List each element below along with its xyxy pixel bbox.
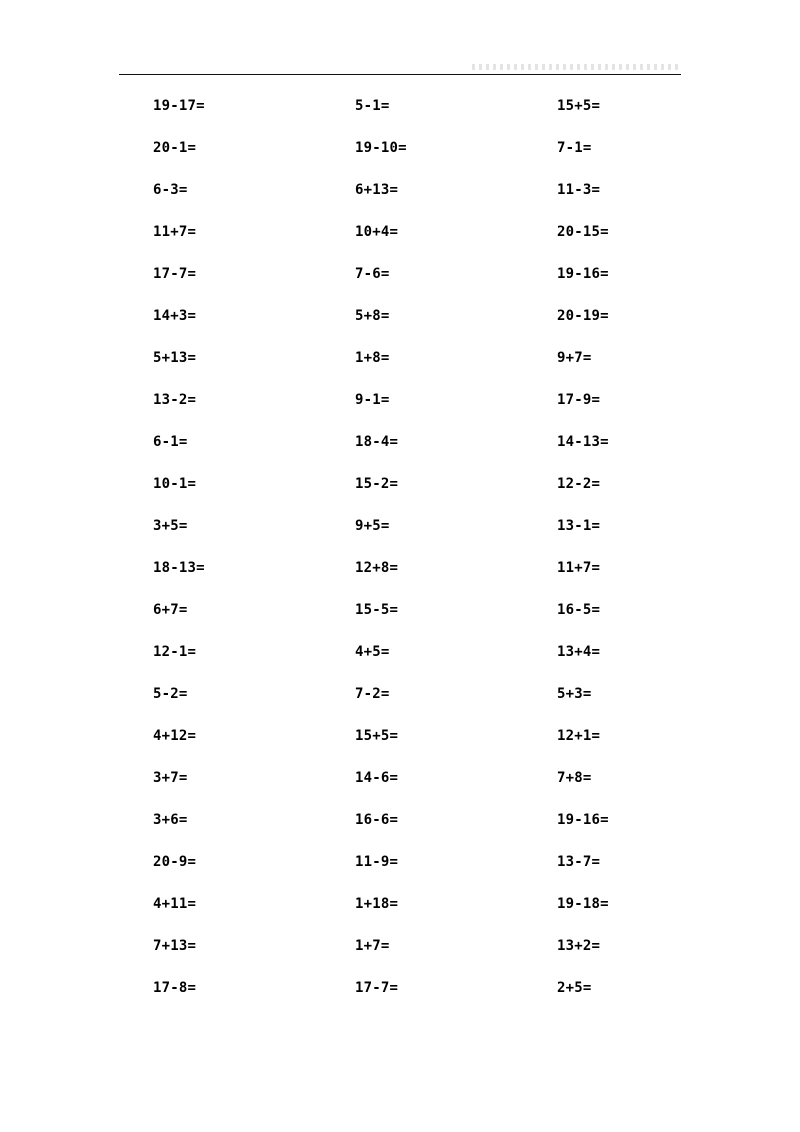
math-problem: 1+8=: [355, 350, 390, 366]
math-problem: 7-1=: [557, 140, 592, 156]
math-problem: 16-5=: [557, 602, 601, 618]
problem-row: [0, 306, 800, 330]
math-problem: 13-2=: [153, 392, 197, 408]
math-problem: 17-7=: [153, 266, 197, 282]
problem-row: [0, 264, 800, 288]
math-problem: 9-1=: [355, 392, 390, 408]
math-problem: 20-1=: [153, 140, 197, 156]
math-problem: 7-6=: [355, 266, 390, 282]
problem-row: [0, 600, 800, 624]
math-problem: 14+3=: [153, 308, 197, 324]
problem-row: [0, 390, 800, 414]
problem-row: [0, 810, 800, 834]
problem-row: [0, 768, 800, 792]
math-problem: 4+5=: [355, 644, 390, 660]
math-problem: 19-17=: [153, 98, 205, 114]
math-problem: 5-2=: [153, 686, 188, 702]
math-problem: 15-5=: [355, 602, 399, 618]
math-problem: 1+18=: [355, 896, 399, 912]
math-problem: 15+5=: [557, 98, 601, 114]
math-problem: 11-3=: [557, 182, 601, 198]
math-problem: 7-2=: [355, 686, 390, 702]
problem-row: [0, 684, 800, 708]
math-problem: 14-13=: [557, 434, 609, 450]
math-problem: 11+7=: [557, 560, 601, 576]
problem-row: [0, 852, 800, 876]
math-problem: 20-15=: [557, 224, 609, 240]
math-problem: 17-7=: [355, 980, 399, 996]
math-problem: 4+12=: [153, 728, 197, 744]
problem-row: [0, 894, 800, 918]
problem-row: [0, 432, 800, 456]
math-problem: 12+8=: [355, 560, 399, 576]
math-problem: 18-13=: [153, 560, 205, 576]
math-problem: 5+13=: [153, 350, 197, 366]
math-problem: 6+13=: [355, 182, 399, 198]
math-problem: 10+4=: [355, 224, 399, 240]
math-problem: 19-10=: [355, 140, 407, 156]
problem-row: [0, 726, 800, 750]
math-problem: 19-18=: [557, 896, 609, 912]
math-problem: 13-7=: [557, 854, 601, 870]
math-problem: 17-9=: [557, 392, 601, 408]
math-problem: 12-2=: [557, 476, 601, 492]
math-problem: 15+5=: [355, 728, 399, 744]
math-problem: 6+7=: [153, 602, 188, 618]
problem-row: [0, 516, 800, 540]
math-problem: 6-3=: [153, 182, 188, 198]
math-problem: 15-2=: [355, 476, 399, 492]
problem-row: [0, 474, 800, 498]
math-problem: 5+8=: [355, 308, 390, 324]
problem-row: [0, 936, 800, 960]
math-problem: 5-1=: [355, 98, 390, 114]
math-problem: 1+7=: [355, 938, 390, 954]
problem-row: [0, 138, 800, 162]
math-problem: 20-9=: [153, 854, 197, 870]
problem-row: [0, 642, 800, 666]
problem-row: [0, 180, 800, 204]
math-problem: 2+5=: [557, 980, 592, 996]
math-problem: 3+7=: [153, 770, 188, 786]
problem-row: [0, 222, 800, 246]
math-problem: 4+11=: [153, 896, 197, 912]
math-problem: 5+3=: [557, 686, 592, 702]
math-problem: 19-16=: [557, 266, 609, 282]
math-problem: 13+4=: [557, 644, 601, 660]
math-problem: 14-6=: [355, 770, 399, 786]
math-problem: 12-1=: [153, 644, 197, 660]
math-problem: 3+6=: [153, 812, 188, 828]
problem-row: [0, 978, 800, 1002]
problem-row: [0, 96, 800, 120]
math-problem: 17-8=: [153, 980, 197, 996]
math-problem: 18-4=: [355, 434, 399, 450]
math-problem: 7+13=: [153, 938, 197, 954]
math-problem: 16-6=: [355, 812, 399, 828]
math-problem: 3+5=: [153, 518, 188, 534]
math-problem: 13+2=: [557, 938, 601, 954]
math-problem: 9+7=: [557, 350, 592, 366]
math-problem: 20-19=: [557, 308, 609, 324]
math-problem: 11-9=: [355, 854, 399, 870]
math-problem: 13-1=: [557, 518, 601, 534]
math-problem: 19-16=: [557, 812, 609, 828]
math-problem: 12+1=: [557, 728, 601, 744]
problem-row: [0, 348, 800, 372]
math-problem: 6-1=: [153, 434, 188, 450]
math-problem: 9+5=: [355, 518, 390, 534]
math-problem: 11+7=: [153, 224, 197, 240]
math-problem: 7+8=: [557, 770, 592, 786]
math-problem: 10-1=: [153, 476, 197, 492]
problem-row: [0, 558, 800, 582]
